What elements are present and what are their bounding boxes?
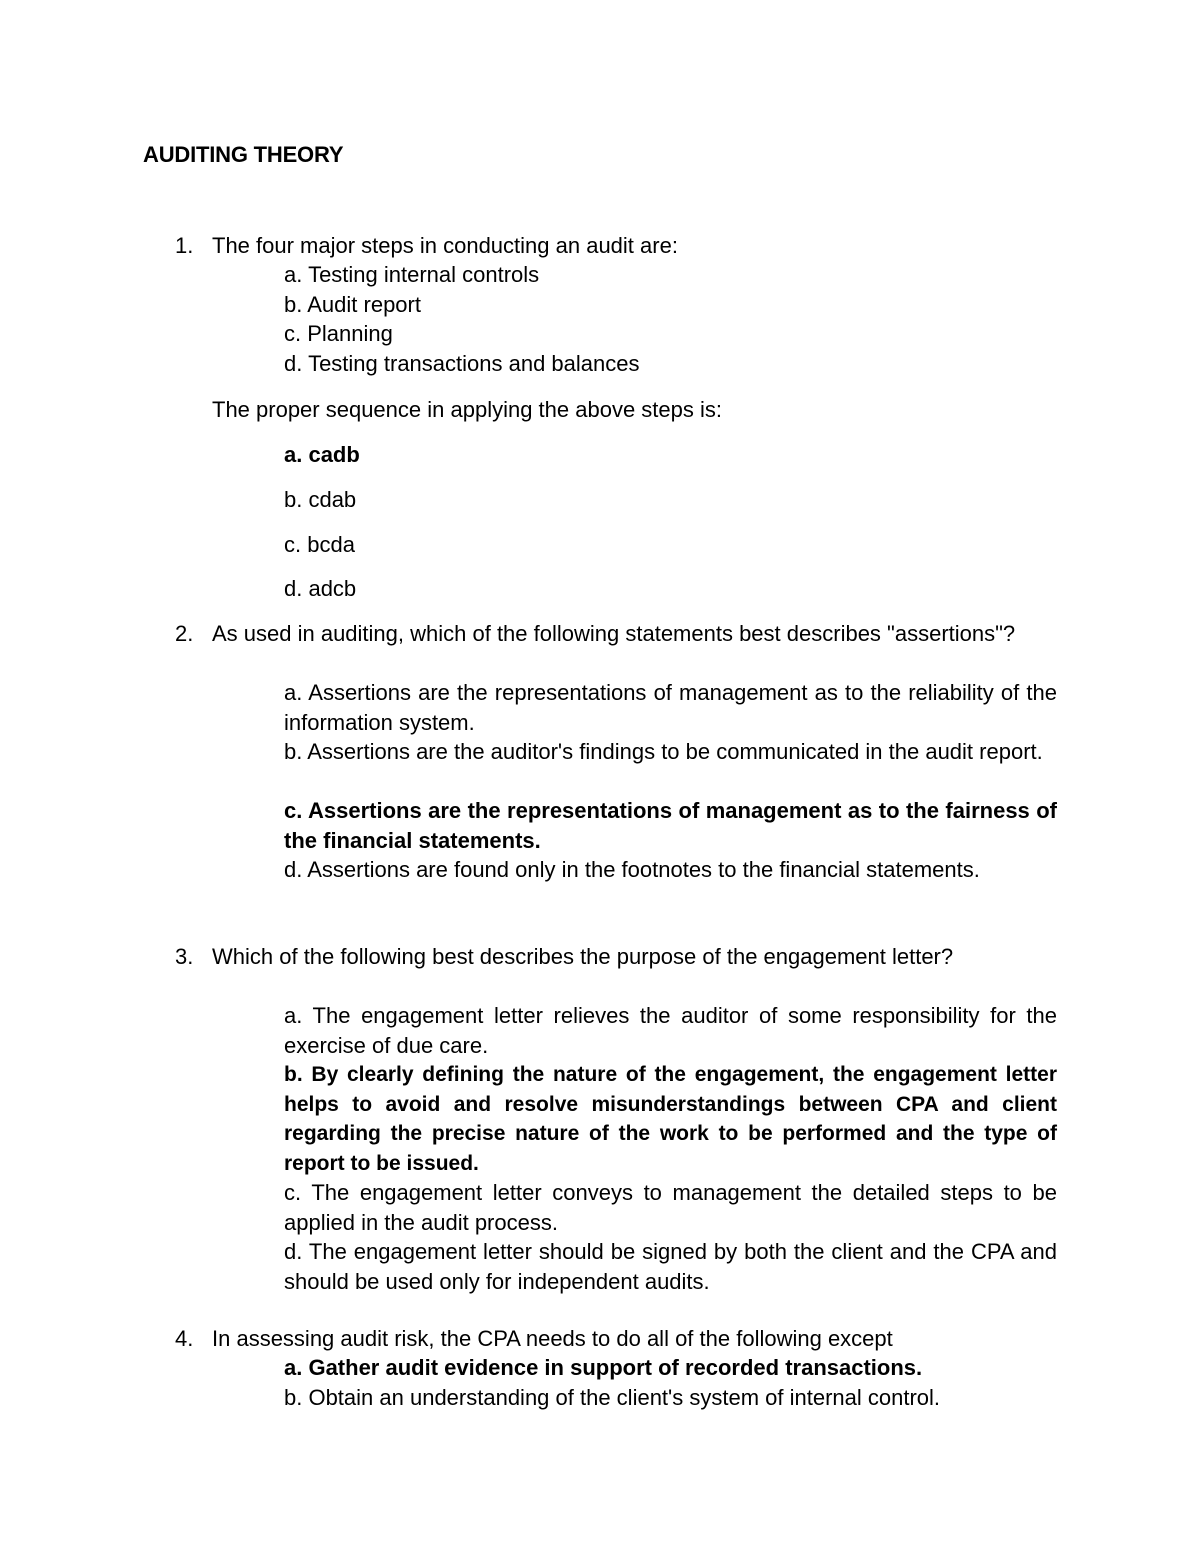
- question-3-option-d: d. The engagement letter should be signed by both the client and the CPA and should be used only for independent audits.: [284, 1239, 1057, 1294]
- question-2-number: 2.: [175, 621, 194, 646]
- question-4-option-a: a. Gather audit evidence in support of recorded transactions.: [284, 1355, 923, 1380]
- question-2-stem: As used in auditing, which of the following statements best describes "assertions"?: [212, 621, 1016, 646]
- question-1-step-c: c. Planning: [284, 321, 393, 346]
- question-1-option-c: c. bcda: [284, 532, 355, 557]
- question-1-number: 1.: [175, 233, 194, 258]
- question-1-step-a: a. Testing internal controls: [284, 262, 540, 287]
- question-1-stem: The four major steps in conducting an audit are:: [212, 233, 678, 258]
- question-1-option-a: a. cadb: [284, 442, 360, 467]
- question-1-step-b: b. Audit report: [284, 292, 421, 317]
- question-1-prompt: The proper sequence in applying the above steps is:: [212, 397, 722, 422]
- question-4-number: 4.: [175, 1326, 194, 1351]
- question-2-option-d: d. Assertions are found only in the footnotes to the financial statements.: [284, 857, 980, 882]
- question-3-option-a: a. The engagement letter relieves the auditor of some responsibility for the exercise of due care.: [284, 1003, 1057, 1058]
- question-2-option-c: c. Assertions are the representations of management as to the fairness of the financial statements.: [284, 798, 1057, 853]
- page-title: AUDITING THEORY: [143, 142, 344, 167]
- question-1-option-d: d. adcb: [284, 576, 357, 601]
- question-3-stem: Which of the following best describes the purpose of the engagement letter?: [212, 944, 954, 969]
- question-4-option-b: b. Obtain an understanding of the client's system of internal control.: [284, 1385, 941, 1410]
- question-1-option-b: b. cdab: [284, 487, 357, 512]
- question-1-step-d: d. Testing transactions and balances: [284, 351, 640, 376]
- question-3-number: 3.: [175, 944, 194, 969]
- question-3-option-c: c. The engagement letter conveys to management the detailed steps to be applied in the audit process.: [284, 1180, 1057, 1235]
- question-4-stem: In assessing audit risk, the CPA needs to do all of the following except: [212, 1326, 893, 1351]
- question-2-option-a: a. Assertions are the representations of management as to the reliability of the information system.: [284, 680, 1057, 735]
- question-3-option-b: b. By clearly defining the nature of the engagement, the engagement letter helps to avoid and resolve misunderstandings between CPA and client regarding the precise nature of the work to be performed and the type of report to be issued.: [284, 1063, 1057, 1175]
- question-2-option-b: b. Assertions are the auditor's findings to be communicated in the audit report.: [284, 739, 1043, 764]
